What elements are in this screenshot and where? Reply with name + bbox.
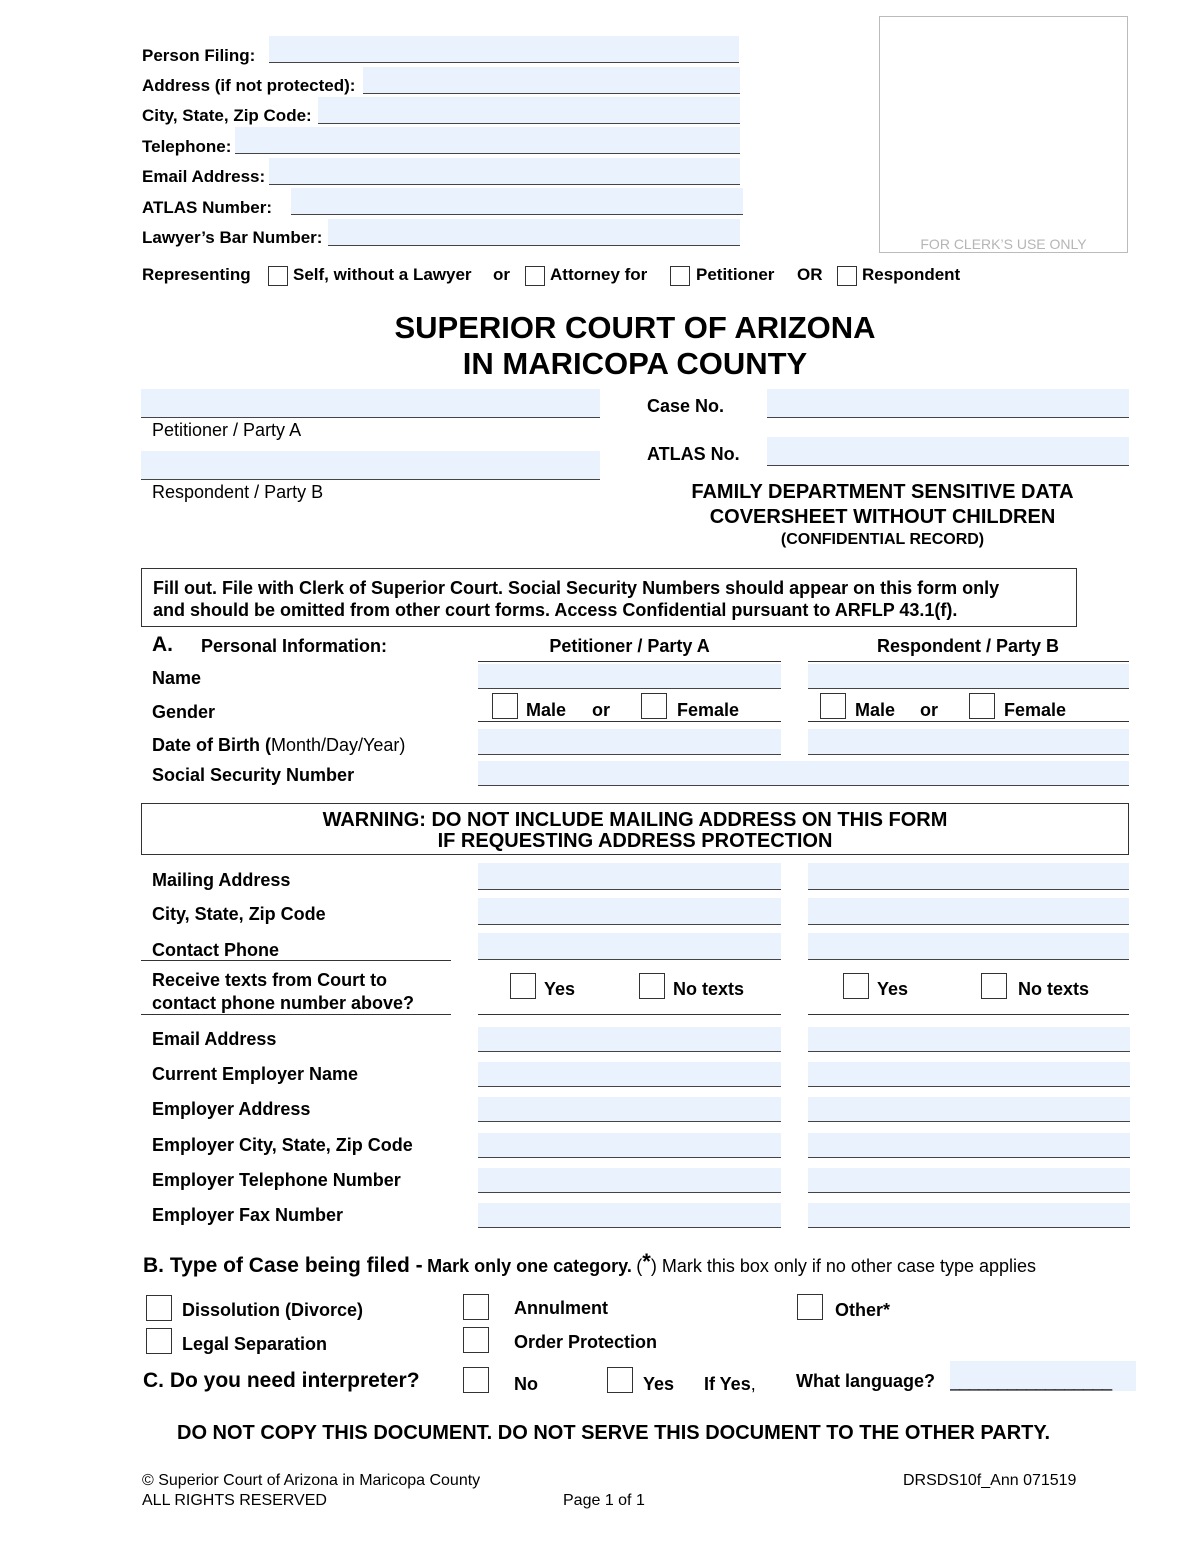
atlas-no-label: ATLAS No. [647,444,740,464]
section-c-title: C. Do you need interpreter? [143,1369,420,1392]
party-b-employer-phone-field[interactable] [808,1168,1130,1193]
instructions-line1: Fill out. File with Clerk of Superior Court. Social Security Numbers should appear on this form only [153,578,1000,598]
or-upper-label: OR [797,265,823,284]
party-b-female-label: Female [1004,700,1067,720]
col-b-header-rule [808,661,1129,662]
texts-label-rule [141,1014,451,1015]
party-a-female-label: Female [677,700,740,720]
dob-label [152,735,405,756]
texts-question-line1: Receive texts from Court to [152,970,388,990]
annulment-checkbox[interactable] [463,1294,489,1320]
employer-city-label: Employer City, State, Zip Code [152,1135,413,1155]
attorney-checkbox[interactable] [525,266,545,286]
contact-phone-label: Contact Phone [152,940,280,960]
party-a-employer-city-field[interactable] [478,1133,781,1158]
party-a-female-checkbox[interactable] [641,693,667,719]
party-b-texts-yes-checkbox[interactable] [843,973,869,999]
party-b-phone-field[interactable] [808,933,1129,960]
party-b-male-checkbox[interactable] [820,693,846,719]
section-b-star: * [642,1249,651,1274]
court-title-line2: IN MARICOPA COUNTY [462,346,808,381]
interpreter-no-label: No [514,1374,538,1394]
party-b-texts-rule [808,1014,1129,1015]
doc-title-line2: COVERSHEET WITHOUT CHILDREN [709,506,1056,528]
ssn-field[interactable] [478,761,1129,786]
party-b-or-label: or [920,700,938,720]
language-label: What language? [796,1371,935,1391]
annulment-label: Annulment [514,1298,608,1318]
doc-title-line1: FAMILY DEPARTMENT SENSITIVE DATA [691,481,1074,503]
section-a-letter: A. [152,633,173,656]
city-state-zip-label: City, State, Zip Code: [142,106,312,125]
party-a-city-field[interactable] [478,898,781,925]
atlas-number-label: ATLAS Number: [142,198,273,217]
order-protection-label: Order Protection [514,1332,658,1352]
instructions-box [141,568,1077,627]
clerk-use-label: FOR CLERK’S USE ONLY [920,236,1087,252]
legal-separation-checkbox[interactable] [146,1328,172,1354]
if-yes-comma: , [750,1374,756,1394]
party-a-email-field[interactable] [478,1027,781,1052]
atlas-number-field[interactable] [291,188,743,215]
atlas-no-field[interactable] [767,437,1129,466]
case-no-label: Case No. [647,396,725,416]
city-state-zip-row-label: City, State, Zip Code [152,904,326,924]
col-a-header-rule [478,661,781,662]
party-b-no-texts-label: No texts [1018,979,1090,999]
party-b-employer-field[interactable] [808,1062,1130,1087]
party-b-city-field[interactable] [808,898,1129,925]
party-b-no-texts-checkbox[interactable] [981,973,1007,999]
attorney-label: Attorney for [550,265,648,284]
section-b-note: ) Mark this box only if no other case type applies [650,1256,1037,1276]
col-a-header: Petitioner / Party A [549,636,710,656]
self-checkbox[interactable] [268,266,288,286]
person-filing-label: Person Filing: [142,46,256,65]
party-a-texts-yes-checkbox[interactable] [510,973,536,999]
email-label: Email Address: [142,167,266,186]
email-address-row-label: Email Address [152,1029,277,1049]
interpreter-no-checkbox[interactable] [463,1367,489,1393]
respondent-name-field[interactable] [141,451,600,480]
section-b-paren: ( [636,1256,643,1276]
employer-address-label: Employer Address [152,1099,311,1119]
ssn-label: Social Security Number [152,765,355,785]
party-a-gender-rule [478,721,781,722]
interpreter-yes-label: Yes [643,1374,675,1394]
party-b-email-field[interactable] [808,1027,1130,1052]
telephone-label: Telephone: [142,137,232,156]
do-not-copy-notice: DO NOT COPY THIS DOCUMENT. DO NOT SERVE THIS DOCUMENT TO THE OTHER PARTY. [177,1422,1051,1444]
bar-number-field[interactable] [328,219,740,246]
warning-line1: WARNING: DO NOT INCLUDE MAILING ADDRESS ON THIS FORM [322,809,948,831]
mailing-address-label: Mailing Address [152,870,291,890]
self-label: Self, without a Lawyer [293,265,472,284]
party-a-male-checkbox[interactable] [492,693,518,719]
party-a-employer-fax-field[interactable] [478,1203,781,1228]
party-b-employer-fax-field[interactable] [808,1203,1130,1228]
email-field[interactable] [269,158,740,185]
employer-name-label: Current Employer Name [152,1064,359,1084]
legal-separation-label: Legal Separation [182,1334,328,1354]
address-label: Address (if not protected): [142,76,356,95]
party-a-dob-field[interactable] [478,729,781,755]
party-a-no-texts-label: No texts [673,979,745,999]
form-id-text: DRSDS10f_Ann 071519 [903,1472,1077,1489]
language-field[interactable] [950,1361,1136,1391]
party-b-gender-rule [808,721,1129,722]
or-label: or [493,265,510,284]
other-checkbox[interactable] [797,1294,823,1320]
petitioner-checkbox[interactable] [670,266,690,286]
party-b-name-field[interactable] [808,664,1129,689]
party-a-employer-field[interactable] [478,1062,781,1087]
party-b-male-label: Male [855,700,896,720]
party-a-mailing-field[interactable] [478,863,781,890]
dob-label-bold: Date of Birth ( [152,735,271,755]
other-label: Other* [835,1300,891,1320]
city-state-zip-field[interactable] [318,97,740,124]
respondent-caption-label: Respondent / Party B [152,482,324,502]
clerk-use-box [879,16,1128,253]
warning-box [141,803,1129,855]
party-a-phone-field[interactable] [478,933,781,960]
phone-label-rule [141,960,451,961]
address-field[interactable] [363,67,740,94]
party-a-texts-yes-label: Yes [544,979,576,999]
col-b-header: Respondent / Party B [876,636,1060,656]
section-b-heading [143,1249,1037,1278]
rights-text: ALL RIGHTS RESERVED [142,1492,327,1509]
dob-label-format: Month/Day/Year) [271,735,406,755]
party-a-or-label: or [592,700,610,720]
party-b-female-checkbox[interactable] [969,693,995,719]
dissolution-label: Dissolution (Divorce) [182,1300,364,1320]
party-b-mailing-field[interactable] [808,863,1129,890]
representing-label: Representing [142,265,251,284]
respondent-label: Respondent [862,265,961,284]
employer-fax-label: Employer Fax Number [152,1205,344,1225]
gender-label: Gender [152,702,216,722]
order-protection-checkbox[interactable] [463,1327,489,1353]
person-filing-field[interactable] [269,36,739,63]
texts-question-line2: contact phone number above? [152,993,415,1013]
petitioner-label: Petitioner [696,265,775,284]
name-label: Name [152,668,202,688]
party-a-employer-address-field[interactable] [478,1097,781,1122]
language-blank-line: _________________ [950,1371,1112,1391]
section-a-title: Personal Information: [201,636,388,656]
bar-number-label: Lawyer’s Bar Number: [142,228,323,247]
party-b-employer-city-field[interactable] [808,1133,1130,1158]
petitioner-name-field[interactable] [141,389,600,418]
telephone-field[interactable] [235,127,740,154]
party-b-employer-address-field[interactable] [808,1097,1130,1122]
court-title-line1: SUPERIOR COURT OF ARIZONA [394,310,876,345]
dissolution-checkbox[interactable] [146,1295,172,1321]
section-b-mark: Mark only one category. [427,1256,632,1276]
employer-phone-label: Employer Telephone Number [152,1170,401,1190]
if-yes-text: If Yes [704,1374,751,1394]
party-a-no-texts-checkbox[interactable] [639,973,665,999]
warning-line2: IF REQUESTING ADDRESS PROTECTION [437,830,833,852]
party-a-texts-rule [478,1014,781,1015]
party-b-texts-yes-label: Yes [877,979,909,999]
interpreter-yes-checkbox[interactable] [607,1367,633,1393]
section-b-title: B. Type of Case being filed - [143,1254,423,1277]
party-a-male-label: Male [526,700,567,720]
party-a-name-field[interactable] [478,664,781,689]
copyright-text: © Superior Court of Arizona in Maricopa County [142,1472,481,1489]
party-a-employer-phone-field[interactable] [478,1168,781,1193]
petitioner-caption-label: Petitioner / Party A [152,420,302,440]
doc-title-line3: (CONFIDENTIAL RECORD) [780,531,985,548]
instructions-line2: and should be omitted from other court forms. Access Confidential pursuant to ARFLP 43.1(f). [153,600,958,620]
party-b-dob-field[interactable] [808,729,1129,755]
page-number: Page 1 of 1 [563,1492,645,1509]
respondent-checkbox[interactable] [837,266,857,286]
if-yes-label [704,1374,756,1395]
case-no-field[interactable] [767,389,1129,418]
